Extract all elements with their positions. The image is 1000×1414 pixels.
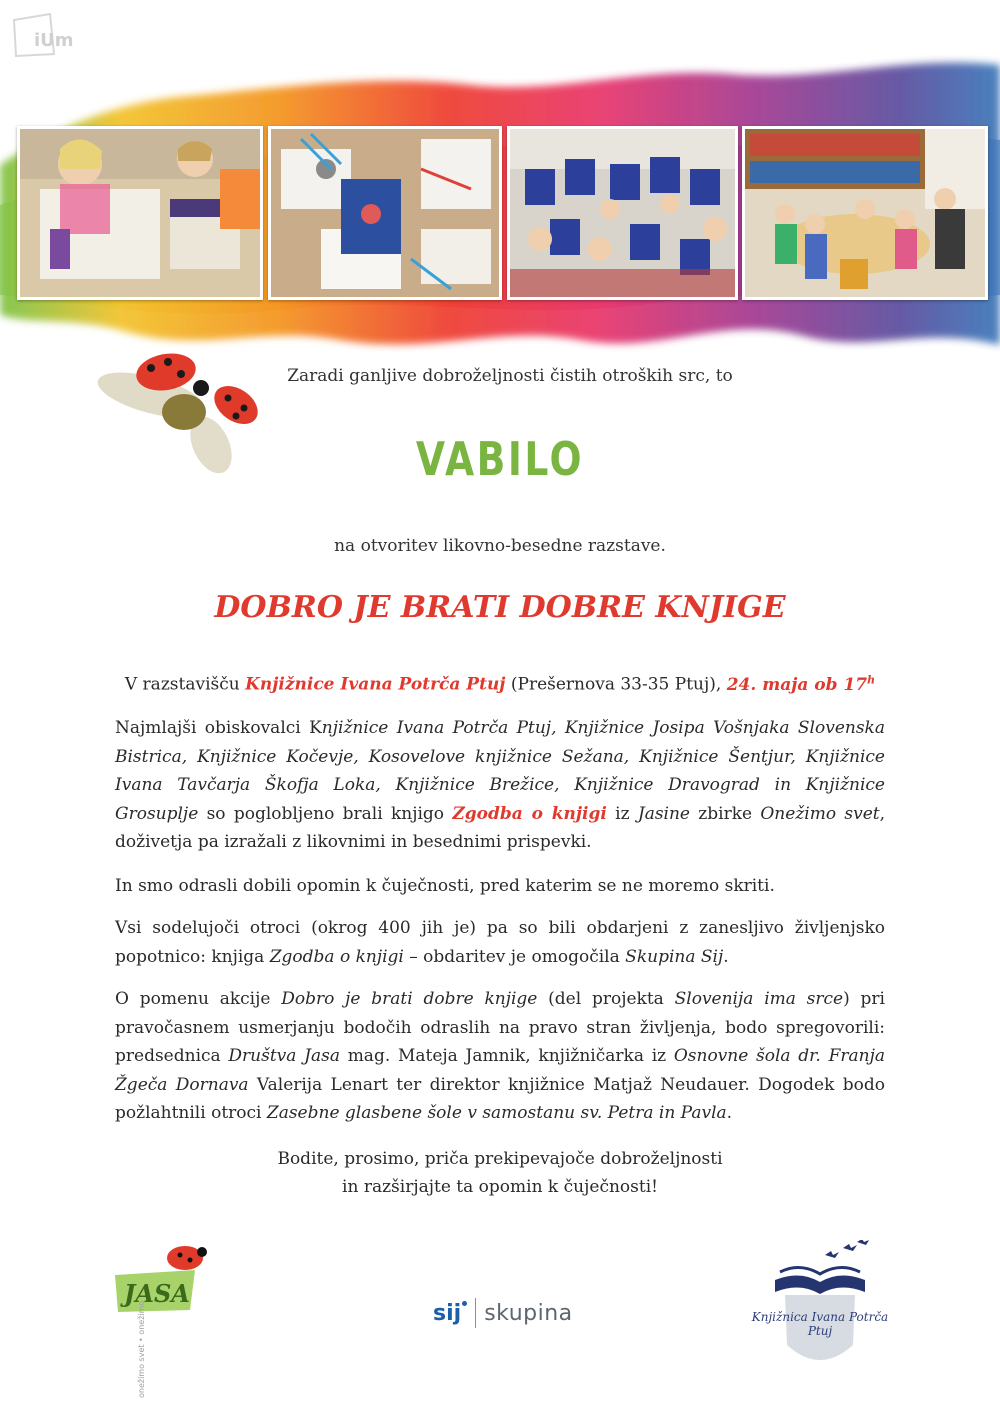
p4-project: Slovenija ima srce	[674, 989, 844, 1009]
jasa-vertical-text: onežimo svet • onežimo	[137, 1300, 146, 1398]
closing-line-1: Bodite, prosimo, priča prekipevajoče dobroželjnosti	[277, 1149, 723, 1169]
p1-collection: Onežimo svet	[760, 803, 880, 824]
sij-separator	[475, 1298, 476, 1328]
library-logo-text	[745, 1310, 895, 1338]
p3-sponsor: Skupina Sij	[625, 946, 724, 967]
p1-libraries: njižnice Ivana Potrča Ptuj, Knjižnice Josipa Vošnjaka Slovenska Bistrica, Knjižnice Kočevje, Kosovelove knjižnice Sežana, Knjižnice Šentjur, Knjižnice Ivana Tavčarja Škofja Loka, Knjižnice Brežice, Knjižnice Dravograd in Knjižnice Grosuplje	[115, 718, 885, 824]
paragraph-speakers	[115, 985, 885, 1128]
jasa-ladybug-logo-icon	[110, 1240, 215, 1400]
p4-text: .	[726, 1103, 733, 1123]
p4-text: O pomenu akcije	[115, 989, 282, 1009]
venue-line	[0, 673, 1000, 695]
invitation-heading: VABILO	[415, 432, 585, 486]
library-book-birds-logo-icon	[745, 1240, 895, 1375]
p4-school: Osnovne šola dr. Franja Žgeča Dornava	[115, 1046, 885, 1095]
venue-hour-sup: h	[867, 673, 876, 686]
p3-text: – obdaritev je omogočila	[403, 946, 626, 967]
venue-prefix: V razstavišču	[124, 674, 246, 695]
p4-text: ) pri pravočasnem usmerjanju bodočih odraslih na pravo stran življenja, bodo spregovorili: predsednica	[115, 989, 885, 1066]
sij-mark: sij	[433, 1300, 462, 1326]
p4-text: (del projekta	[537, 989, 675, 1009]
venue-library: Knjižnice Ivana Potrča Ptuj	[245, 674, 506, 695]
p1-text: Najmlajši obiskovalci K	[115, 718, 322, 738]
children-holding-books-photo-icon	[507, 126, 738, 300]
sij-word: skupina	[484, 1300, 573, 1326]
paragraph-participants	[115, 714, 885, 857]
p1-text: iz	[606, 803, 638, 824]
p3-text: .	[723, 946, 729, 967]
closing-message	[0, 1145, 1000, 1201]
p1-book-title: Zgodba o knjigi	[452, 803, 607, 824]
publisher-corner-logo-icon	[10, 12, 110, 58]
jasa-logo-text: JASA	[124, 1279, 190, 1308]
paragraph-gift	[115, 914, 885, 971]
closing-line-2: in razširjajte ta opomin k čuječnosti!	[342, 1177, 658, 1197]
p4-music-school: Zasebne glasbene šole v samostanu sv. Petra in Pavla	[266, 1103, 727, 1123]
exhibition-title: DOBRO JE BRATI DOBRE KNJIGE	[214, 590, 786, 625]
sij-dot-icon	[462, 1301, 467, 1306]
p1-text: , doživetja pa izražali z likovnimi in besednimi prispevki.	[115, 803, 886, 852]
p4-campaign: Dobro je brati dobre knjige	[281, 989, 538, 1009]
sij-skupina-logo	[433, 1298, 573, 1328]
paragraph-reminder: In smo odrasli dobili opomin k čuječnosti, pred katerim se ne moremo skriti.	[115, 876, 775, 896]
venue-date	[727, 675, 875, 695]
children-in-library-photo-icon	[742, 126, 988, 300]
venue-address: (Prešernova 33-35 Ptuj),	[505, 674, 727, 695]
intro-line: Zaradi ganljive dobroželjnosti čistih otroških src, to	[287, 366, 733, 386]
p1-text: so poglobljeno brali knjigo	[198, 803, 453, 824]
p4-society: Društva Jasa	[228, 1046, 340, 1066]
p4-text: Valerija Lenart ter direktor knjižnice Matjaž Neudauer. Dogodek bodo požlahtnili otroci	[115, 1074, 885, 1123]
p4-text: mag. Mateja Jamnik, knjižničarka iz	[339, 1046, 674, 1066]
drawings-on-table-photo-icon	[268, 126, 502, 300]
p3-book-title: Zgodba o knjigi	[269, 946, 404, 967]
library-logo-line-2: Ptuj	[807, 1324, 833, 1338]
p3-text: Vsi sodelujoči otroci (okrog 400 jih je) pa so bili obdarjeni z zanesljivo življenjsko popotnico: knjiga	[115, 918, 885, 967]
p1-text: zbirke	[690, 803, 761, 824]
library-logo-line-1: Knjižnica Ivana Potrča	[751, 1310, 889, 1324]
children-drawing-photo-icon	[17, 126, 263, 300]
subheading: na otvoritev likovno-besedne razstave.	[334, 536, 666, 556]
venue-date-text: 24. maja ob 17	[726, 674, 868, 695]
svg-text:iUm: iUm	[34, 30, 74, 51]
p1-jasine: Jasine	[637, 803, 690, 824]
